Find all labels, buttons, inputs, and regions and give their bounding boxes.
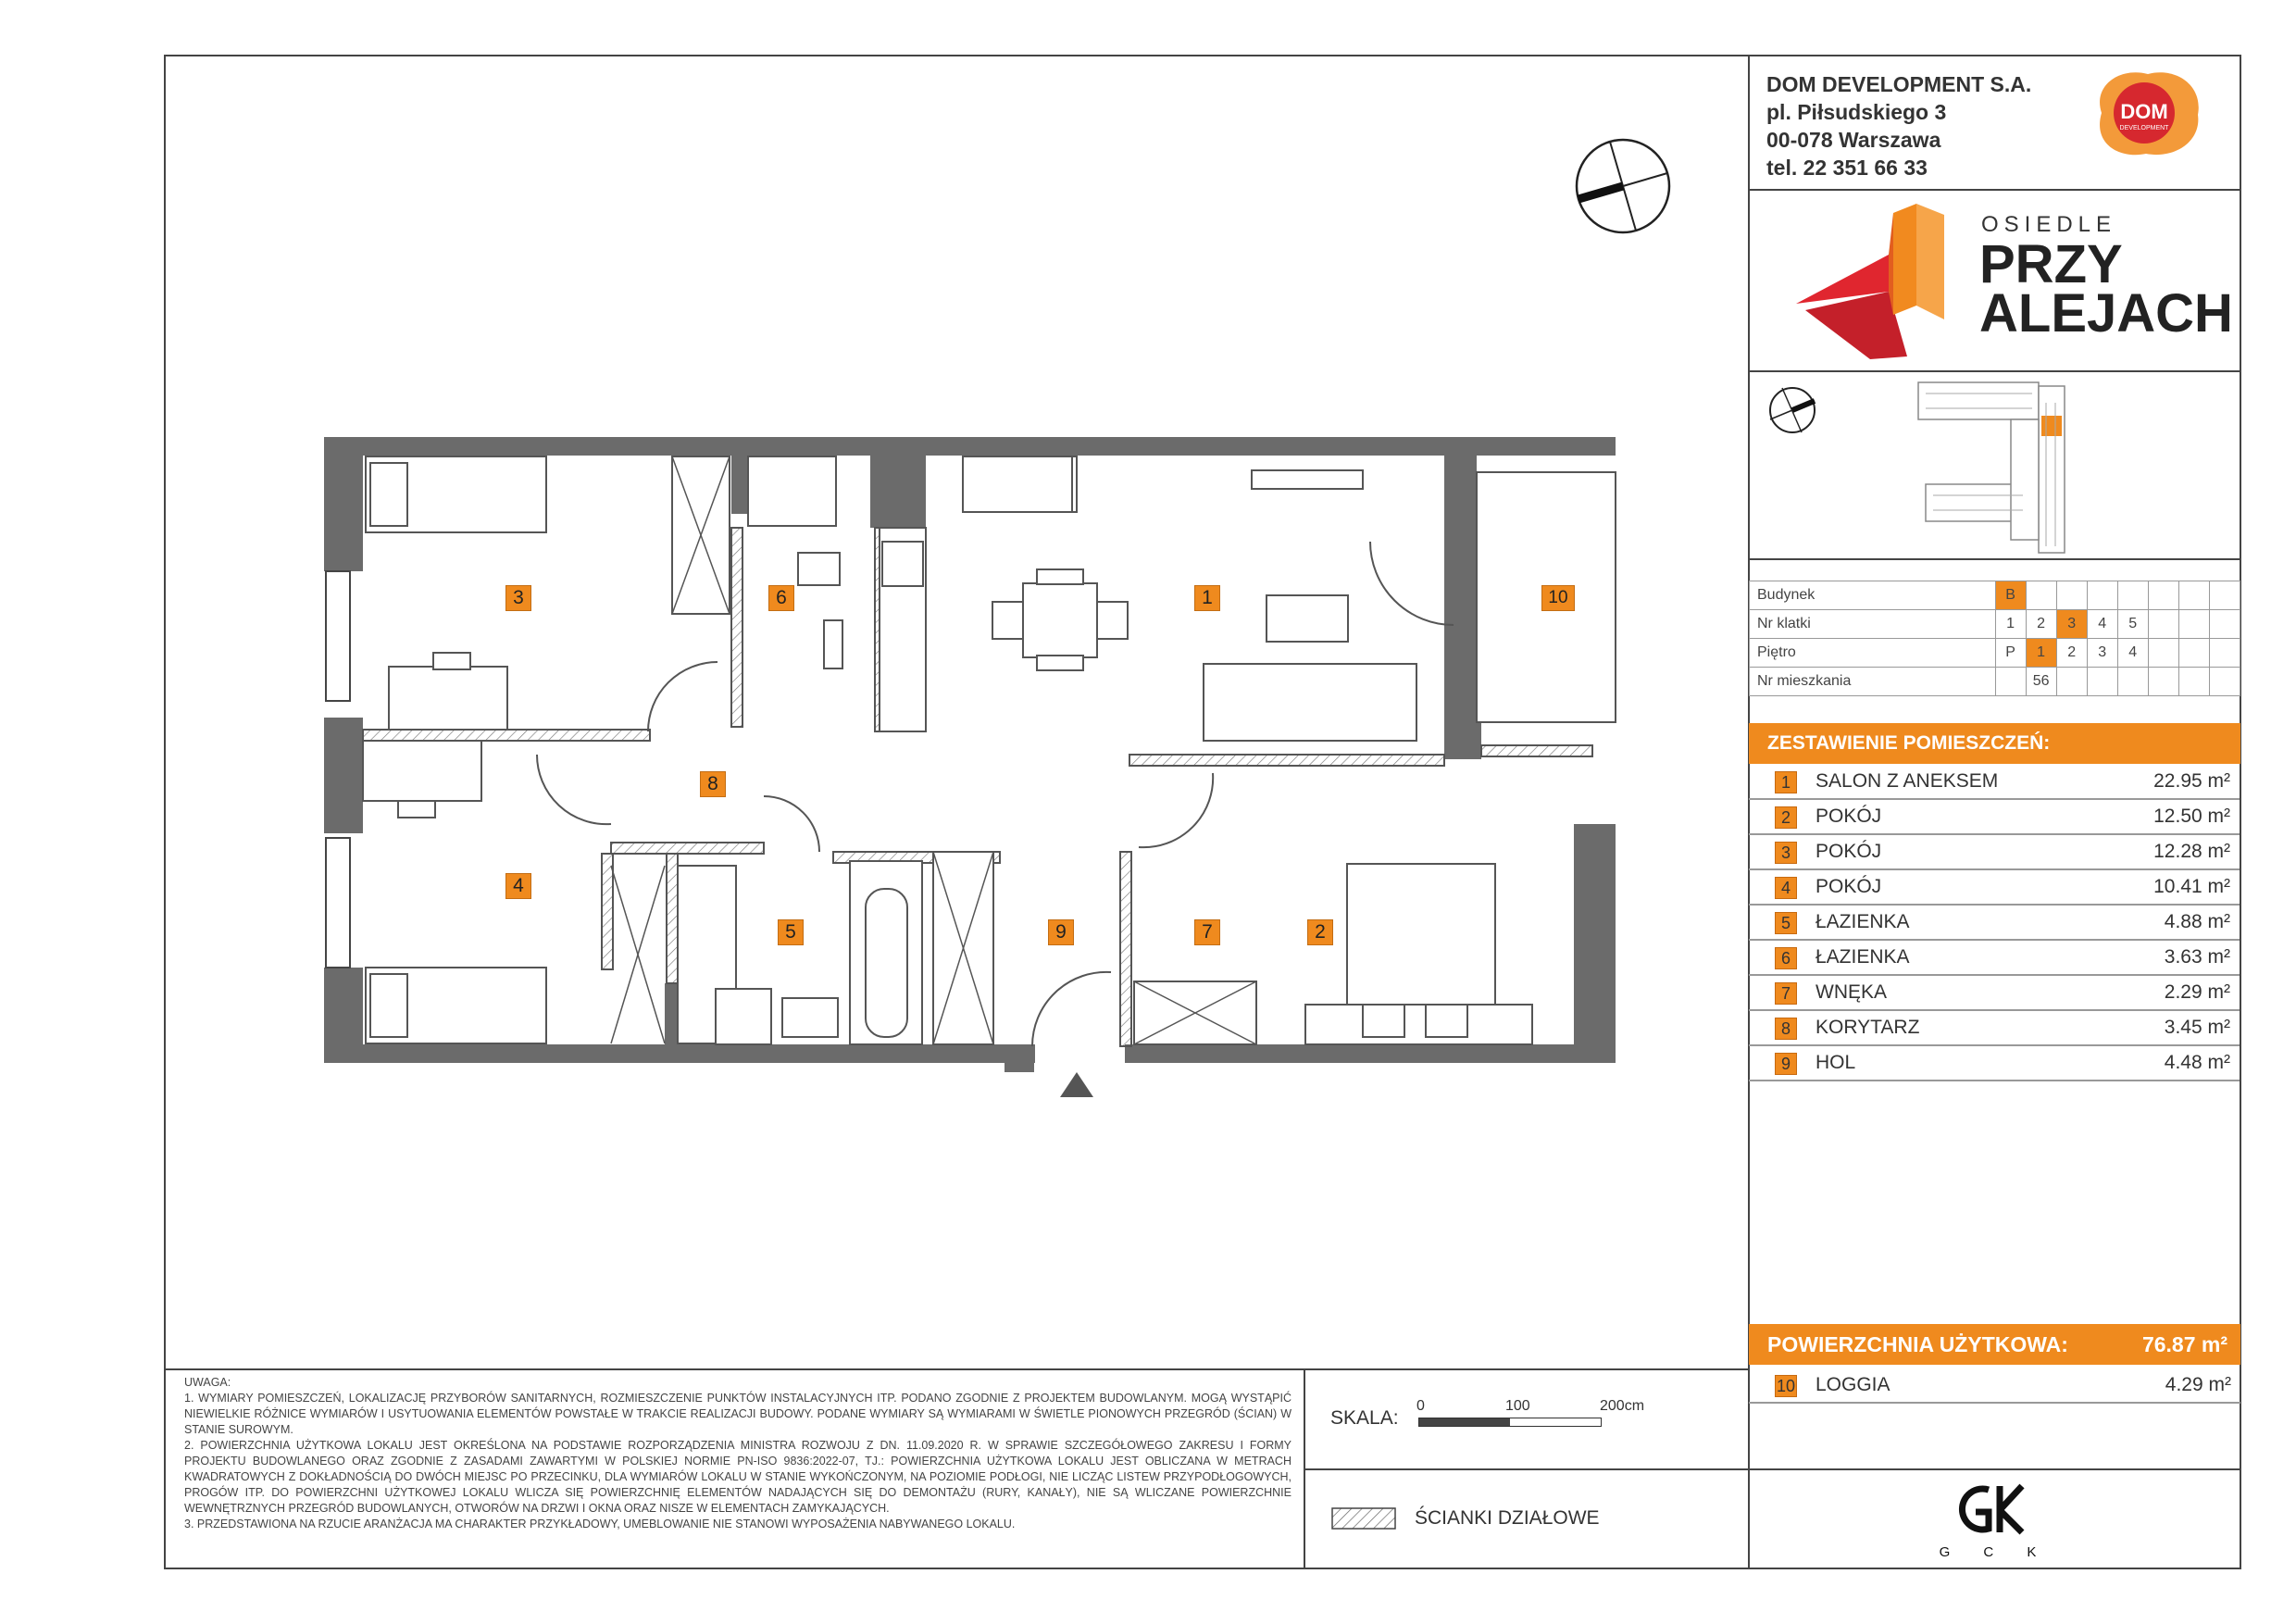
footer-logo-divider (1748, 1468, 2241, 1470)
plan-label-9: 9 (1048, 919, 1074, 945)
info-cell (2178, 668, 2209, 696)
scale-bar (1418, 1418, 1602, 1427)
scale-tick-100: 100 (1505, 1398, 1530, 1414)
info-row (1750, 581, 2240, 610)
info-cell: 1 (2026, 639, 2056, 668)
room-area: 10.41 m² (2153, 876, 2230, 897)
plan-label-8: 8 (700, 771, 726, 797)
scale-bar-fill (1419, 1418, 1510, 1426)
info-row-label: Budynek (1750, 581, 1996, 610)
room-name: POKÓJ (1816, 806, 1882, 827)
room-name: HOL (1816, 1052, 1856, 1073)
project-logo-line1: OSIEDLE (1981, 212, 2117, 237)
info-cell: 4 (2087, 610, 2117, 639)
apartment-info-table (1749, 581, 2240, 696)
notes-title: UWAGA: (184, 1376, 231, 1389)
room-area: 4.88 m² (2164, 911, 2230, 932)
room-row (1749, 1046, 2240, 1081)
info-cell: 56 (2026, 668, 2056, 696)
info-cell (2087, 668, 2117, 696)
info-cell (1995, 668, 2026, 696)
info-cell (2026, 581, 2056, 610)
room-row (1749, 976, 2240, 1011)
room-number: 5 (1775, 912, 1797, 934)
info-cell: 5 (2117, 610, 2148, 639)
project-logo (1796, 204, 2233, 361)
room-area: 12.28 m² (2153, 841, 2230, 862)
gck-logo (1939, 1479, 2052, 1562)
note-3: 3. PRZEDSTAWIONA NA RZUCIE ARANŻACJA MA CHARAKTER PRZYKŁADOWY, UMEBLOWANIE NIE STANOWI WYPOSAŻENIA NABYWANEGO LOKALU. (184, 1518, 1016, 1530)
info-cell: 3 (2087, 639, 2117, 668)
plan-label-5: 5 (778, 919, 804, 945)
room-number: 6 (1775, 947, 1797, 969)
info-cell (2117, 581, 2148, 610)
scale-divider (1304, 1468, 1748, 1470)
room-name: POKÓJ (1816, 841, 1882, 862)
room-name: SALON Z ANEKSEM (1816, 770, 1999, 792)
info-cell (2178, 610, 2209, 639)
room-number: 4 (1775, 877, 1797, 899)
room-area: 3.63 m² (2164, 946, 2230, 968)
company-phone: tel. 22 351 66 33 (1766, 156, 1928, 180)
plan-label-2: 2 (1307, 919, 1333, 945)
info-cell (2087, 581, 2117, 610)
loggia-name: LOGGIA (1816, 1374, 1890, 1395)
info-row (1750, 610, 2240, 639)
company-address-1: pl. Piłsudskiego 3 (1766, 100, 1947, 124)
plan-label-3: 3 (505, 585, 531, 611)
info-row-label: Nr klatki (1750, 610, 1996, 639)
info-cell: P (1995, 639, 2026, 668)
scale-tick-0: 0 (1416, 1398, 1425, 1414)
info-cell (2209, 581, 2240, 610)
room-number: 9 (1775, 1053, 1797, 1075)
project-logo-line3: ALEJACH (1979, 283, 2233, 344)
dom-logo-text: DOM (2120, 100, 2168, 123)
room-area: 12.50 m² (2153, 806, 2230, 827)
room-number: 1 (1775, 771, 1797, 793)
company-address-2: 00-078 Warszawa (1766, 128, 1941, 152)
note-1: 1. WYMIARY POMIESZCZEŃ, LOKALIZACJĘ PRZYBORÓW SANITARNYCH, ROZMIESZCZENIE PUNKTÓW INSTALACYJNYCH ITP. PODANO ZGODNIE Z PROJEKTEM BUDOWLANYM. MOGĄ WYSTĄPIĆ NIEWIELKIE RÓŻNICE WYMIARÓW I USYTUOWANIA ELEMENTÓW POWSTAŁE W TRAKCIE REALIZACJI BUDOWY. PODANE WYMIARY SĄ WYMIARAMI W ŚWIETLE PIONOWYCH PRZEGRÓD (ŚCIAN) W STANIE SUROWYM. (184, 1392, 1292, 1436)
loggia-area: 4.29 m² (2165, 1374, 2231, 1395)
plan-label-4: 4 (505, 873, 531, 899)
furniture (363, 456, 1616, 1044)
dom-development-logo (2083, 67, 2207, 159)
info-cell: 1 (1995, 610, 2026, 639)
room-name: WNĘKA (1816, 981, 1888, 1003)
company-info (1766, 70, 2031, 181)
info-cell (2178, 639, 2209, 668)
room-area: 22.95 m² (2153, 770, 2230, 792)
room-number: 8 (1775, 1018, 1797, 1040)
room-name: ŁAZIENKA (1816, 911, 1910, 932)
scale-label: SKALA: (1330, 1407, 1399, 1429)
keyplan-highlight (2041, 416, 2062, 436)
bottom-panel-divider (164, 1368, 1748, 1370)
company-divider (1748, 189, 2241, 191)
room-row (1749, 906, 2240, 941)
info-cell (2178, 581, 2209, 610)
notes-section (184, 1375, 1292, 1532)
room-row (1749, 800, 2240, 835)
plan-label-7: 7 (1194, 919, 1220, 945)
logo-divider (1748, 370, 2241, 372)
key-plan (1759, 375, 2240, 556)
plan-label-10: 10 (1541, 585, 1575, 611)
keyplan-compass-icon (1770, 388, 1815, 432)
info-row (1750, 639, 2240, 668)
rooms-header-bar (1749, 723, 2240, 764)
info-cell (2209, 610, 2240, 639)
room-area: 4.48 m² (2164, 1052, 2230, 1073)
room-row (1749, 835, 2240, 870)
company-name: DOM DEVELOPMENT S.A. (1766, 72, 2032, 96)
info-row-label: Piętro (1750, 639, 1996, 668)
loggia-row (1749, 1368, 2240, 1404)
info-row-label: Nr mieszkania (1750, 668, 1996, 696)
plan-label-1: 1 (1194, 585, 1220, 611)
entrance-marker (1060, 1072, 1093, 1097)
info-cell: 2 (2026, 610, 2056, 639)
room-number: 2 (1775, 806, 1797, 829)
room-row (1749, 765, 2240, 800)
compass-icon (1569, 132, 1677, 240)
keyplan-divider (1748, 558, 2241, 560)
info-cell (2117, 668, 2148, 696)
info-row (1750, 668, 2240, 696)
legend-label: ŚCIANKI DZIAŁOWE (1415, 1507, 1600, 1529)
room-name: ŁAZIENKA (1816, 946, 1910, 968)
loggia-number: 10 (1776, 1377, 1796, 1395)
legend-hatch-icon (1331, 1507, 1396, 1530)
room-row (1749, 1011, 2240, 1046)
scale-tick-200: 200cm (1600, 1398, 1645, 1414)
info-cell (2056, 668, 2087, 696)
room-area: 2.29 m² (2164, 981, 2230, 1003)
room-row (1749, 870, 2240, 906)
info-cell (2209, 639, 2240, 668)
project-logo-line2: PRZY (1979, 234, 2123, 294)
total-area-value: 76.87 m² (2141, 1332, 2227, 1356)
rooms-header: ZESTAWIENIE POMIESZCZEŃ: (1767, 732, 2051, 754)
info-cell (2056, 581, 2087, 610)
total-area-bar (1749, 1324, 2240, 1365)
total-area-label: POWIERZCHNIA UŻYTKOWA: (1767, 1332, 2068, 1356)
room-name: POKÓJ (1816, 876, 1882, 897)
room-name: KORYTARZ (1816, 1017, 1920, 1038)
rooms-list (1749, 765, 2240, 1081)
room-row (1749, 941, 2240, 976)
info-cell (2148, 668, 2178, 696)
info-cell (2148, 581, 2178, 610)
room-number: 3 (1775, 842, 1797, 864)
gck-letters: G C K (1939, 1544, 2052, 1560)
info-cell: 3 (2056, 610, 2087, 639)
info-cell (2148, 610, 2178, 639)
info-cell (2209, 668, 2240, 696)
info-cell: B (1995, 581, 2026, 610)
floor-plan (315, 426, 1629, 1111)
dom-logo-subtext: DEVELOPMENT (2119, 125, 2169, 131)
note-2: 2. POWIERZCHNIA UŻYTKOWA LOKALU JEST OKREŚLONA NA PODSTAWIE ROZPORZĄDZENIA MINISTRA ROZWOJU Z DN. 11.09.2020 R. W SPRAWIE SZCZEGÓŁOWEGO ZAKRESU I FORMY PROJEKTU BUDOWLANEGO ORAZ ZGODNIE Z ZASADAMI ZAWARTYMI W POLSKIEJ NORMIE PN-ISO 9836:2022-07, TJ.: POWIERZCHNIA UŻYTKOWA LOKALU JEST OBLICZANA W METRACH KWADRATOWYCH Z DOKŁADNOŚCIĄ DO DWÓCH MIEJSC PO PRZECINKU, DLA WYMIARÓW LOKALU W STANIE WYKOŃCZONYM, NA POZIOMIE PODŁOGI, NIE LICZĄC LISTEW PRZYPODŁOGOWYCH, PROGÓW ITP. DO POWIERZCHNI UŻYTKOWEJ LOKALU WLICZA SIĘ POWIERZCHNIĘ ELEMENTÓW NADAJĄCYCH SIĘ DO DEMONTAŻU (RURY, KANAŁY), NIE SĄ WLICZANE POWIERZCHNIE WEWNĘTRZNYCH PRZEGRÓD BUDOWLANYCH, OTWORÓW NA DRZWI I OKNA ORAZ NISZE W ELEMENTACH ZAMYKAJĄCYCH. (184, 1439, 1292, 1515)
room-number: 7 (1775, 982, 1797, 1005)
info-cell: 2 (2056, 639, 2087, 668)
info-cell: 4 (2117, 639, 2148, 668)
info-cell (2148, 639, 2178, 668)
room-area: 3.45 m² (2164, 1017, 2230, 1038)
plan-label-6: 6 (768, 585, 794, 611)
